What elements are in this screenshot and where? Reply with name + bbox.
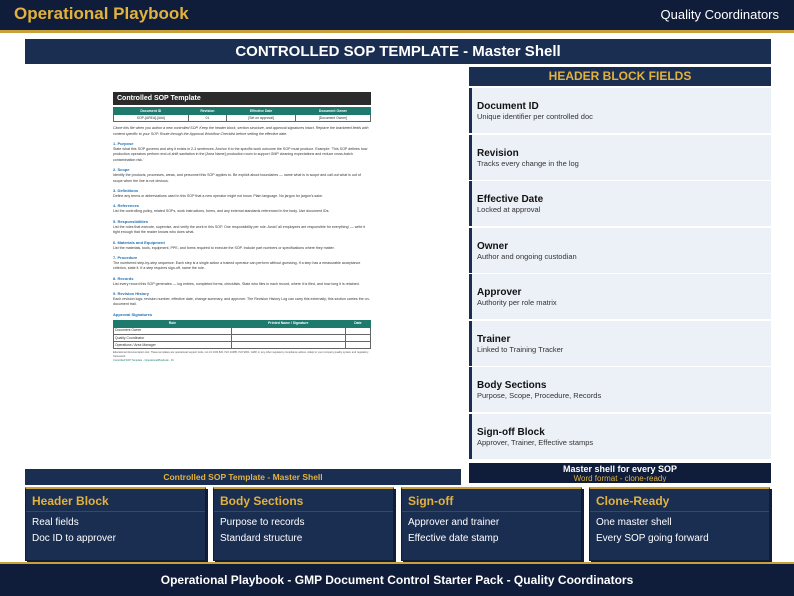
section-heading: 1. Purpose: [113, 141, 134, 146]
field-effective-date: [469, 181, 771, 226]
field-name: Document ID: [477, 101, 539, 112]
section-heading: 6. Materials and Equipment: [113, 239, 165, 245]
card-item: Purpose to records: [220, 517, 305, 528]
card-item: Real fields: [32, 517, 79, 528]
section-heading: 4. References: [113, 203, 140, 209]
document-preview-area: [25, 68, 461, 466]
section-body: List the roles that execute, supervise, and verify the work in this SOP. One responsibility per role. Avoid 'all employees are responsible for everything' — write it tight enough that the reader knows who does what.: [113, 224, 366, 235]
card-title: Sign-off: [402, 489, 581, 512]
document-preview: [113, 92, 371, 442]
card-sign-off: [401, 487, 582, 561]
field-sign-off-block: [469, 414, 771, 459]
approval-table: [113, 320, 371, 349]
card-item: Approver and trainer: [408, 517, 500, 528]
document-title: Controlled SOP Template: [113, 92, 371, 105]
card-item: Standard structure: [220, 533, 303, 544]
document-meta-table: [113, 107, 371, 122]
top-bar: [0, 0, 794, 30]
approval-role: Document Owner: [114, 327, 232, 334]
approval-date-cell: [345, 327, 370, 334]
card-title: Body Sections: [214, 489, 393, 512]
field-document-id: [469, 88, 771, 133]
field-name: Approver: [477, 287, 522, 298]
field-desc: Unique identifier per controlled doc: [477, 112, 593, 121]
field-name: Trainer: [477, 334, 511, 345]
meta-value: [Set on approval]: [227, 115, 296, 122]
card-body-sections: [213, 487, 394, 561]
approval-header: Printed Name / Signature: [231, 320, 345, 327]
section-heading: 7. Procedure: [113, 254, 138, 260]
footer-bar: Operational Playbook - GMP Document Control Starter Pack - Quality Coordinators: [0, 562, 794, 596]
approval-header: Date: [345, 320, 370, 327]
brand-title: Operational Playbook: [14, 4, 189, 23]
section-heading: 2. Scope: [113, 167, 130, 173]
field-desc: Author and ongoing custodian: [477, 252, 577, 261]
card-title: Header Block: [26, 489, 205, 512]
section-body: List the materials, tools, equipment, PPE, and forms required to execute the SOP. Include part numbers or specifications where they matter.: [113, 245, 335, 250]
card-item: Every SOP going forward: [596, 533, 709, 544]
field-desc: Purpose, Scope, Procedure, Records: [477, 391, 602, 400]
approval-signature-cell: [231, 335, 345, 342]
field-owner: [469, 228, 771, 273]
meta-header: Revision: [188, 108, 227, 115]
section-heading: 8. Records: [113, 275, 134, 281]
document-footer-line: Controlled SOP Template - OperationalPlaybook - 01: [113, 359, 174, 363]
field-desc: Authority per role matrix: [477, 298, 557, 307]
field-name: Body Sections: [477, 380, 547, 391]
section-body: Each revision logs: revision number, effective date, change summary, and approver. The Revision History Log can carry this externally; this section carries the on-document trail.: [113, 297, 370, 307]
fields-footer-line2: Word format - clone-ready: [573, 474, 667, 482]
field-desc: Tracks every change in the log: [477, 159, 579, 168]
section-body: Define any terms or abbreviations used in this SOP that a new operator might not know. Plain language. No jargon for jargon's sake.: [113, 193, 323, 198]
section-body: List the controlling policy, related SOPs, work instructions, forms, and any external standards referenced in the body. Use document IDs.: [113, 209, 330, 214]
field-desc: Approver, Trainer, Effective stamps: [477, 438, 594, 447]
card-item: Doc ID to approver: [32, 533, 116, 544]
field-desc: Linked to Training Tracker: [477, 345, 564, 354]
section-body: Identify the products, processes, areas, and personnel this SOP applies to. Be explicit about boundaries — name what is in scope and call out what is out of scope when the line is not obvious.: [113, 173, 361, 183]
meta-value: SOP-[AREA]-[###]: [114, 115, 189, 122]
section-body: List every record this SOP generates — log entries, completed forms, checklists. State who files in each record, where it is filed, and how long it is retained.: [113, 281, 360, 286]
meta-header: Effective Date: [227, 108, 296, 115]
card-title: Clone-Ready: [590, 489, 769, 512]
approval-role: Quality Coordinator: [114, 335, 232, 342]
section-heading: 9. Revision History: [113, 291, 150, 297]
page-title: CONTROLLED SOP TEMPLATE - Master Shell: [25, 39, 771, 64]
field-name: Revision: [477, 148, 519, 159]
document-intro: Clone this file when you author a new controlled SOP. Keep the header block, section structure, and approval signatures intact. Replace the bracketed fields with content specific to your SOP. Route through the Approval Workflow Checklist before setting the effective date.: [113, 126, 369, 136]
meta-header: Document Owner: [295, 108, 370, 115]
section-heading: 3. Definitions: [113, 187, 139, 193]
approval-role: Operations / Area Manager: [114, 342, 232, 349]
audience-label: Quality Coordinators: [660, 7, 779, 22]
fields-panel-footer: [469, 463, 771, 483]
document-caption: Controlled SOP Template - Master Shell: [25, 469, 461, 485]
meta-value: [Document Owner]: [295, 115, 370, 122]
gold-divider: [0, 30, 794, 33]
field-body-sections: [469, 367, 771, 412]
approval-heading: Approval Signatures: [113, 311, 153, 317]
section-body: The numbered step-by-step sequence. Each step is a single action a trained operator can perform without guessing. If a step has a measurable acceptance criterion, state it. If a step requires sign-off, name the role.: [113, 260, 361, 271]
document-footer-note: Educational documentation tool. These templates are operational support tools, not 21 CFR 820, ISO 13485, ISO 9001, GMP, or any other regulatory compliance advice. Adapt to your company quality system and regulatory framework.: [113, 351, 369, 359]
field-approver: [469, 274, 771, 319]
meta-header: Document ID: [114, 108, 189, 115]
approval-date-cell: [345, 335, 370, 342]
approval-date-cell: [345, 342, 370, 349]
card-item: One master shell: [596, 517, 672, 528]
meta-value: 01: [188, 115, 227, 122]
section-body: State what this SOP governs and why it exists in 2-3 sentences. Anchor it to the specific work outcome the SOP must produce. Example: 'This SOP defines how production operators perform end-of-shift sanitation in the [Area Name] production room to support GMP cleaning expectations and reduce cross-batch contamination risk.': [113, 147, 368, 162]
field-name: Effective Date: [477, 194, 544, 205]
card-item: Effective date stamp: [408, 533, 499, 544]
approval-header: Role: [114, 320, 232, 327]
field-trainer: [469, 321, 771, 366]
field-desc: Locked at approval: [477, 205, 541, 214]
card-header-block: [25, 487, 206, 561]
field-name: Sign-off Block: [477, 427, 545, 438]
approval-signature-cell: [231, 327, 345, 334]
fields-panel-heading: HEADER BLOCK FIELDS: [469, 67, 771, 86]
field-name: Owner: [477, 241, 509, 252]
fields-footer-line1: Master shell for every SOP: [562, 464, 678, 474]
field-revision: [469, 135, 771, 180]
approval-signature-cell: [231, 342, 345, 349]
card-clone-ready: [589, 487, 770, 561]
section-heading: 5. Responsibilities: [113, 218, 149, 224]
